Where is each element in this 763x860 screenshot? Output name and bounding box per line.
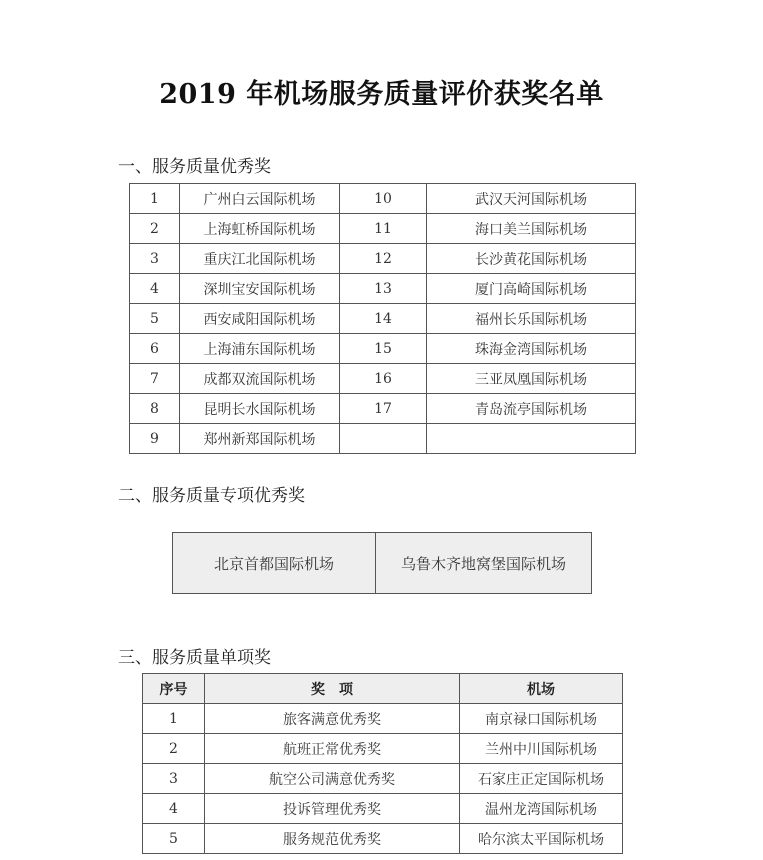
airport-name: 珠海金湾国际机场	[427, 334, 636, 364]
airport-name: 成都双流国际机场	[180, 364, 340, 394]
single-award-table	[142, 673, 623, 854]
table-row	[173, 533, 592, 594]
rank-number: 3	[130, 244, 180, 274]
airport-name: 海口美兰国际机场	[427, 214, 636, 244]
airport-name: 兰州中川国际机场	[460, 734, 623, 764]
rank-number: 10	[340, 184, 427, 214]
single-award-table-body	[143, 704, 623, 854]
airport-name: 温州龙湾国际机场	[460, 794, 623, 824]
table-header-row	[143, 674, 623, 704]
airport-name: 深圳宝安国际机场	[180, 274, 340, 304]
table-row	[130, 244, 636, 274]
table-row	[130, 364, 636, 394]
award-name: 航班正常优秀奖	[205, 734, 460, 764]
column-header-airport: 机场	[460, 674, 623, 704]
rank-number: 4	[130, 274, 180, 304]
seq-number: 1	[143, 704, 205, 734]
column-header-seq: 序号	[143, 674, 205, 704]
airport-name: 昆明长水国际机场	[180, 394, 340, 424]
document-title: 2019 年机场服务质量评价获奖名单	[159, 79, 604, 110]
airport-name: 郑州新郑国际机场	[180, 424, 340, 454]
rank-number: 6	[130, 334, 180, 364]
special-award-table	[172, 532, 592, 594]
seq-number: 2	[143, 734, 205, 764]
airport-name: 长沙黄花国际机场	[427, 244, 636, 274]
table-row	[143, 794, 623, 824]
rank-number	[340, 424, 427, 454]
rank-number: 7	[130, 364, 180, 394]
rank-number: 11	[340, 214, 427, 244]
airport-name: 上海浦东国际机场	[180, 334, 340, 364]
special-award-airport: 北京首都国际机场	[173, 533, 376, 594]
rank-number: 9	[130, 424, 180, 454]
table-row	[143, 824, 623, 854]
table-row	[130, 214, 636, 244]
rank-number: 2	[130, 214, 180, 244]
rank-number: 13	[340, 274, 427, 304]
table-row	[143, 764, 623, 794]
airport-name: 福州长乐国际机场	[427, 304, 636, 334]
award-name: 投诉管理优秀奖	[205, 794, 460, 824]
seq-number: 5	[143, 824, 205, 854]
table-row	[143, 734, 623, 764]
airport-name: 石家庄正定国际机场	[460, 764, 623, 794]
section-heading-single: 三、服务质量单项奖	[118, 648, 271, 668]
airport-name: 广州白云国际机场	[180, 184, 340, 214]
table-row	[130, 304, 636, 334]
award-name: 服务规范优秀奖	[205, 824, 460, 854]
airport-name: 哈尔滨太平国际机场	[460, 824, 623, 854]
award-name: 旅客满意优秀奖	[205, 704, 460, 734]
airport-name: 重庆江北国际机场	[180, 244, 340, 274]
section-heading-special: 二、服务质量专项优秀奖	[118, 486, 305, 506]
excellence-award-table-body	[130, 184, 636, 454]
airport-name: 武汉天河国际机场	[427, 184, 636, 214]
rank-number: 15	[340, 334, 427, 364]
rank-number: 16	[340, 364, 427, 394]
table-row	[130, 394, 636, 424]
rank-number: 1	[130, 184, 180, 214]
award-name: 航空公司满意优秀奖	[205, 764, 460, 794]
rank-number: 5	[130, 304, 180, 334]
column-header-award: 奖 项	[205, 674, 460, 704]
airport-name	[427, 424, 636, 454]
rank-number: 8	[130, 394, 180, 424]
rank-number: 12	[340, 244, 427, 274]
section-heading-excellence: 一、服务质量优秀奖	[118, 157, 271, 177]
seq-number: 4	[143, 794, 205, 824]
airport-name: 上海虹桥国际机场	[180, 214, 340, 244]
excellence-award-table	[129, 183, 636, 454]
airport-name: 青岛流亭国际机场	[427, 394, 636, 424]
airport-name: 厦门高崎国际机场	[427, 274, 636, 304]
airport-name: 南京禄口国际机场	[460, 704, 623, 734]
airport-name: 西安咸阳国际机场	[180, 304, 340, 334]
airport-name: 三亚凤凰国际机场	[427, 364, 636, 394]
special-award-airport: 乌鲁木齐地窝堡国际机场	[376, 533, 592, 594]
rank-number: 14	[340, 304, 427, 334]
table-row	[130, 274, 636, 304]
table-row	[130, 184, 636, 214]
table-row	[130, 424, 636, 454]
table-row	[143, 704, 623, 734]
rank-number: 17	[340, 394, 427, 424]
seq-number: 3	[143, 764, 205, 794]
table-row	[130, 334, 636, 364]
